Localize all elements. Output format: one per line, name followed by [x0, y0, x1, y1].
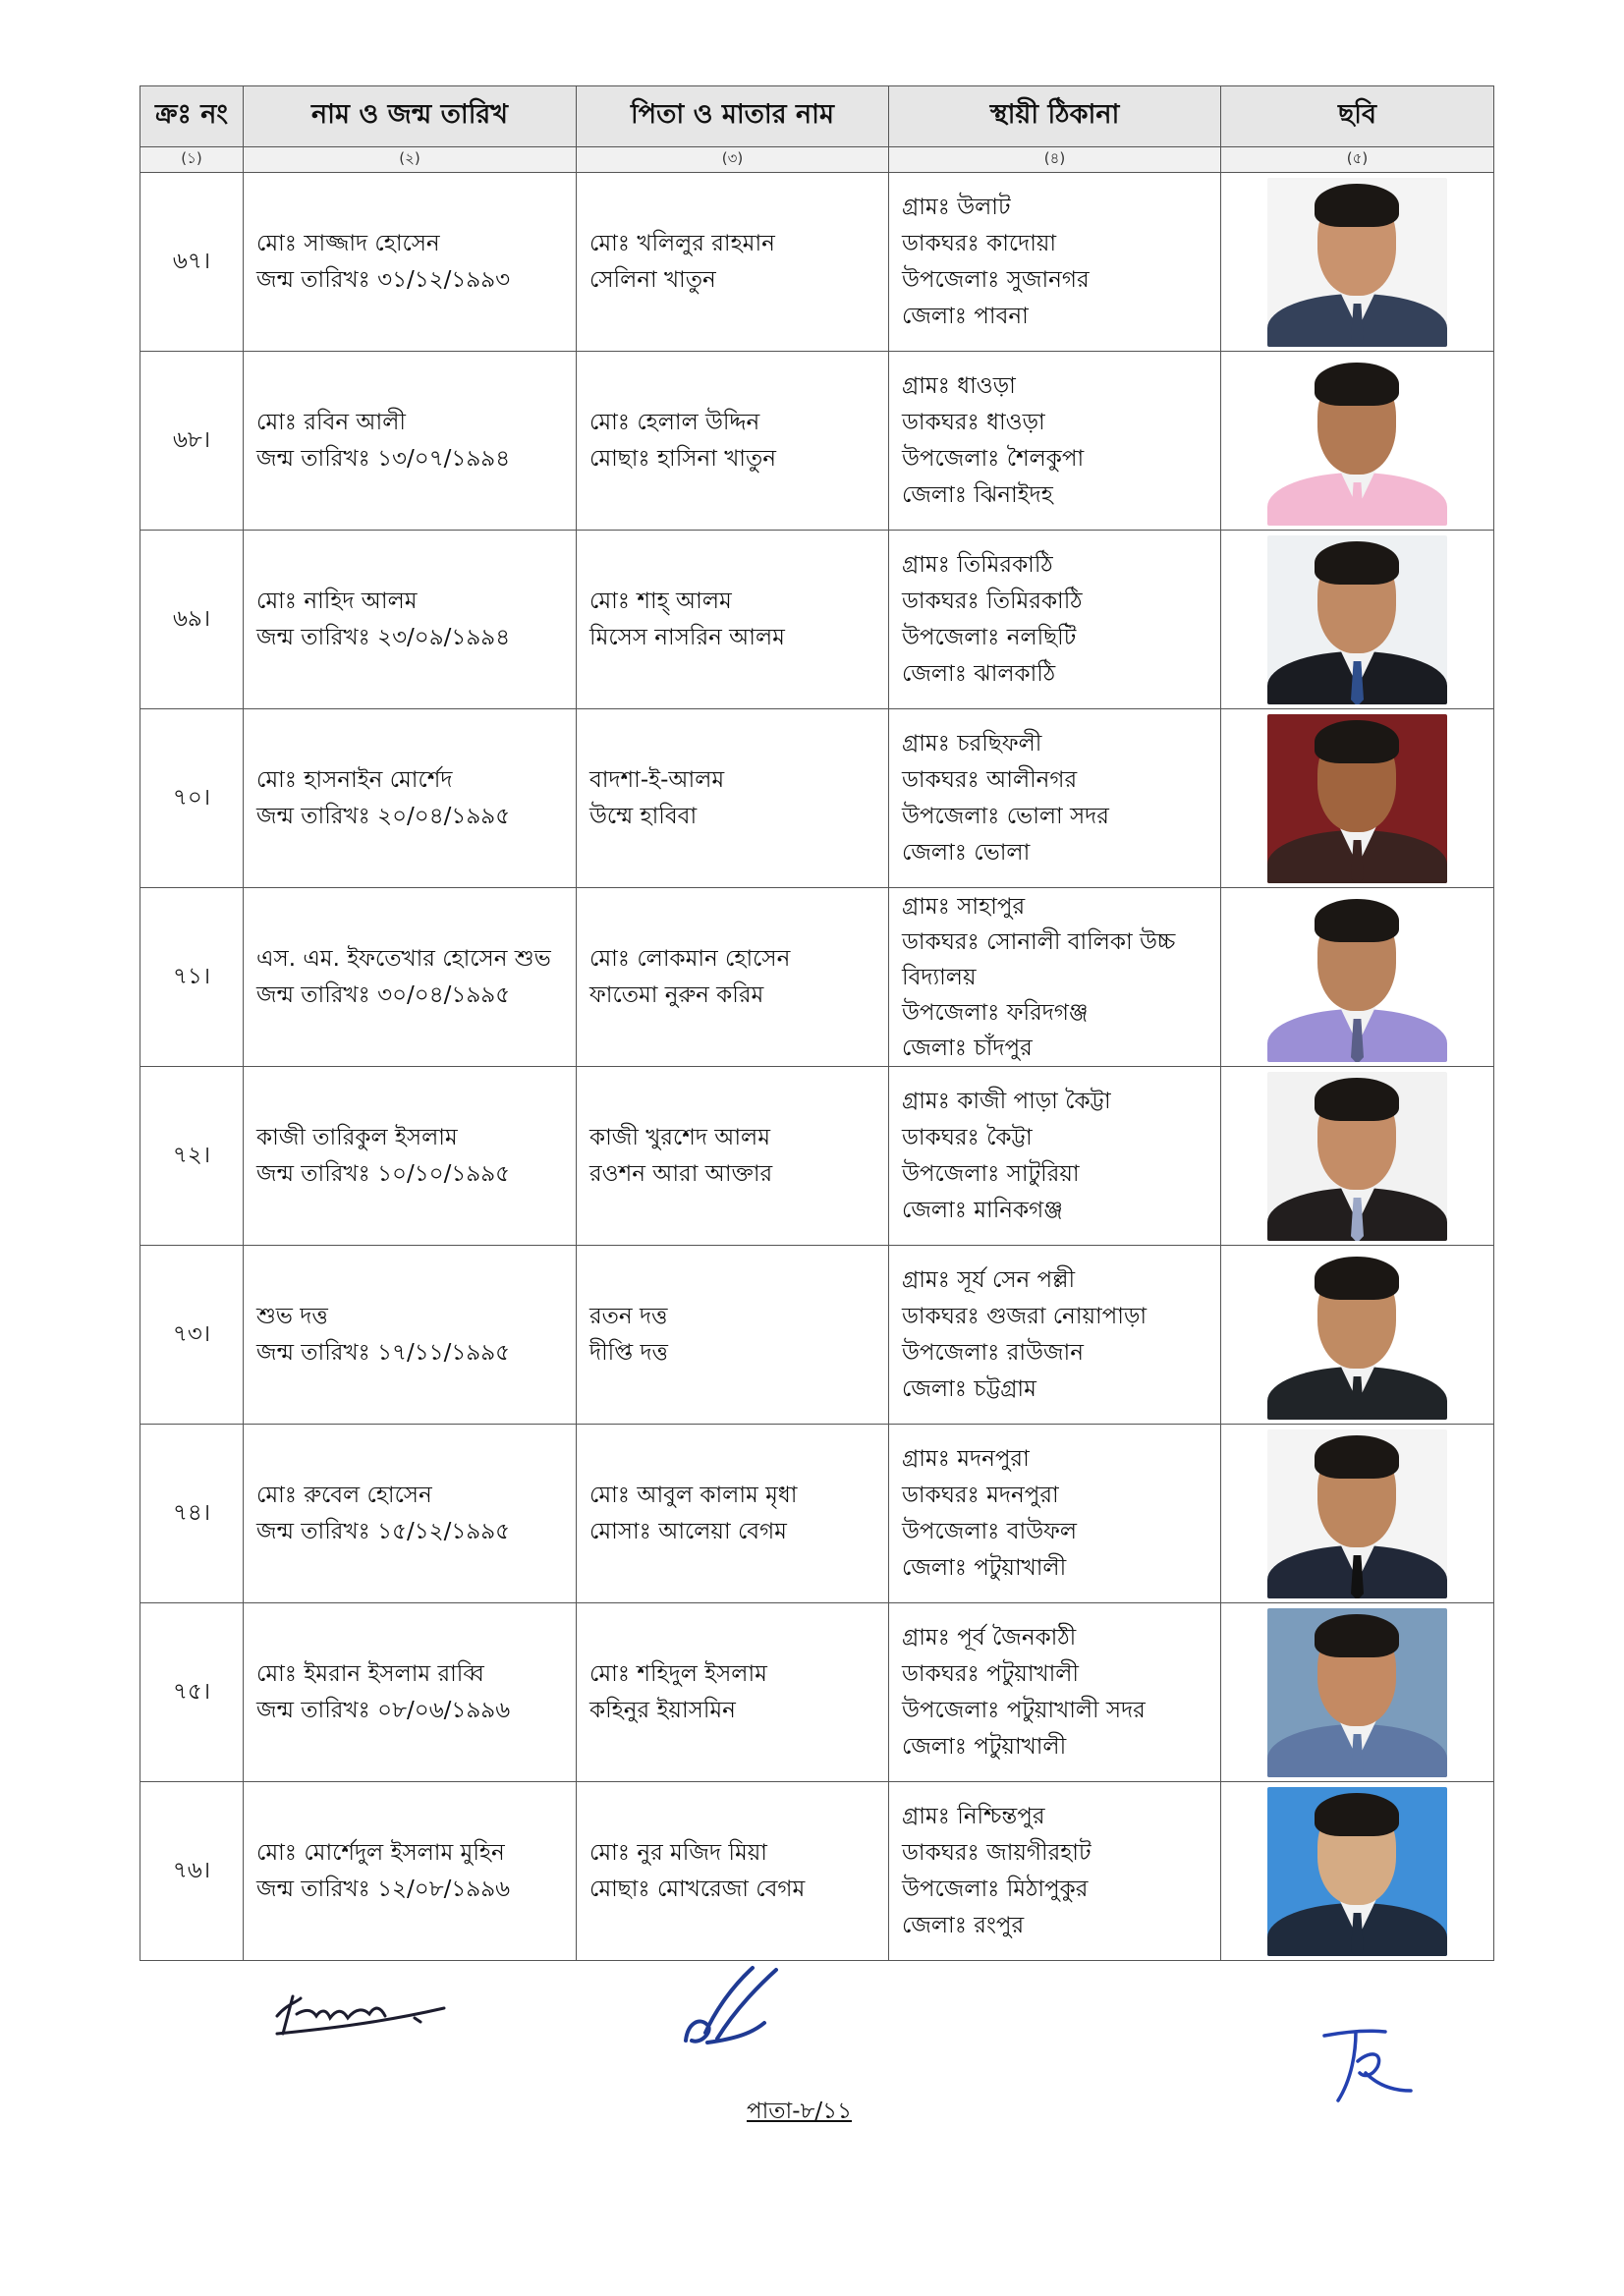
candidate-photo	[1267, 178, 1447, 347]
photo-hair	[1315, 541, 1399, 585]
serial-number: ৭৩।	[140, 1246, 244, 1425]
parents-cell	[577, 1782, 889, 1961]
address-line: উপজেলাঃ মিঠাপুকুর	[902, 1876, 1089, 1902]
father-name: মোঃ লোকমান হোসেন	[589, 945, 791, 972]
address-line: জেলাঃ মানিকগঞ্জ	[902, 1197, 1063, 1223]
address-cell	[889, 531, 1221, 709]
address-line: জেলাঃ ঝিনাইদহ	[902, 481, 1053, 508]
header-address: স্থায়ী ঠিকানা	[889, 86, 1221, 147]
serial-number: ৭৪।	[140, 1425, 244, 1603]
col-number: (১)	[140, 147, 244, 173]
name-dob-cell	[244, 173, 577, 352]
serial-number: ৭৬।	[140, 1782, 244, 1961]
address-cell	[889, 1425, 1221, 1603]
candidate-photo	[1267, 893, 1447, 1062]
name-dob-cell	[244, 1603, 577, 1782]
mother-name: মোসাঃ আলেয়া বেগম	[589, 1518, 787, 1544]
address-line: গ্রামঃ মদনপুরা	[902, 1445, 1030, 1472]
mother-name: মিসেস নাসরিন আলম	[589, 624, 785, 650]
address-line: উপজেলাঃ নলছিটি	[902, 624, 1077, 650]
candidate-photo	[1267, 535, 1447, 704]
address-cell	[889, 352, 1221, 531]
photo-hair	[1315, 720, 1399, 763]
address-line: গ্রামঃ নিশ্চিন্তপুর	[902, 1803, 1045, 1829]
photo-cell	[1221, 1067, 1494, 1246]
candidate-name: এস. এম. ইফতেখার হোসেন শুভ	[256, 945, 551, 972]
photo-cell	[1221, 352, 1494, 531]
header-name-dob: নাম ও জন্ম তারিখ	[244, 86, 577, 147]
col-number: (৪)	[889, 147, 1221, 173]
date-of-birth: জন্ম তারিখঃ ২৩/০৯/১৯৯৪	[256, 624, 511, 650]
candidate-photo	[1267, 1429, 1447, 1598]
mother-name: দীপ্তি দত্ত	[589, 1339, 668, 1366]
photo-cell	[1221, 888, 1494, 1067]
mother-name: ফাতেমা নুরুন করিম	[589, 981, 764, 1008]
name-dob-cell	[244, 1246, 577, 1425]
address-line: উপজেলাঃ বাউফল	[902, 1518, 1078, 1544]
address-line: ডাকঘরঃ কৈট্টা	[902, 1124, 1033, 1150]
serial-number: ৬৭।	[140, 173, 244, 352]
address-line: গ্রামঃ পূর্ব জৈনকাঠী	[902, 1624, 1077, 1651]
table-row	[140, 888, 1494, 1067]
date-of-birth: জন্ম তারিখঃ ১৩/০৭/১৯৯৪	[256, 445, 511, 472]
photo-hair	[1315, 1078, 1399, 1121]
photo-cell	[1221, 1782, 1494, 1961]
photo-hair	[1315, 1257, 1399, 1300]
address-cell	[889, 1782, 1221, 1961]
serial-number: ৭৫।	[140, 1603, 244, 1782]
photo-hair	[1315, 899, 1399, 942]
father-name: মোঃ হেলাল উদ্দিন	[589, 409, 760, 435]
address-line: ডাকঘরঃ তিমিরকাঠি	[902, 588, 1083, 614]
address-line: গ্রামঃ সূর্য সেন পল্লী	[902, 1266, 1076, 1293]
photo-hair	[1315, 184, 1399, 227]
address-line: গ্রামঃ সাহাপুর	[902, 893, 1026, 920]
table-row	[140, 1246, 1494, 1425]
table-row	[140, 1782, 1494, 1961]
name-dob-cell	[244, 1067, 577, 1246]
candidate-photo	[1267, 1608, 1447, 1777]
photo-cell	[1221, 1603, 1494, 1782]
name-dob-cell	[244, 709, 577, 888]
mother-name: সেলিনা খাতুন	[589, 266, 716, 293]
date-of-birth: জন্ম তারিখঃ ২০/০৪/১৯৯৫	[256, 803, 511, 829]
father-name: মোঃ শাহ্ আলম	[589, 588, 732, 614]
parents-cell	[577, 1067, 889, 1246]
table-row	[140, 352, 1494, 531]
column-number-row	[140, 147, 1494, 173]
photo-cell	[1221, 1246, 1494, 1425]
serial-number: ৭০।	[140, 709, 244, 888]
header-photo: ছবি	[1221, 86, 1494, 147]
address-line: ডাকঘরঃ জায়গীরহাট	[902, 1839, 1092, 1866]
name-dob-cell	[244, 1782, 577, 1961]
address-line: গ্রামঃ তিমিরকাঠি	[902, 551, 1053, 578]
photo-hair	[1315, 1614, 1399, 1657]
father-name: মোঃ নুর মজিদ মিয়া	[589, 1839, 767, 1866]
parents-cell	[577, 531, 889, 709]
signature-middle	[678, 1960, 796, 2053]
address-line: ডাকঘরঃ সোনালী বালিকা উচ্চ	[902, 928, 1176, 955]
father-name: রতন দত্ত	[589, 1303, 668, 1329]
table-row	[140, 1603, 1494, 1782]
date-of-birth: জন্ম তারিখঃ ০৮/০৬/১৯৯৬	[256, 1697, 511, 1723]
address-line: ডাকঘরঃ ধাওড়া	[902, 409, 1045, 435]
address-line: জেলাঃ পাবনা	[902, 303, 1029, 329]
serial-number: ৭১।	[140, 888, 244, 1067]
col-number: (২)	[244, 147, 577, 173]
candidate-name: মোঃ সাজ্জাদ হোসেন	[256, 230, 440, 256]
signature-shuvo	[257, 1975, 464, 2044]
address-line: উপজেলাঃ সাটুরিয়া	[902, 1160, 1080, 1187]
candidate-name: কাজী তারিকুল ইসলাম	[256, 1124, 458, 1150]
photo-cell	[1221, 531, 1494, 709]
photo-cell	[1221, 173, 1494, 352]
address-line: উপজেলাঃ পটুয়াখালী সদর	[902, 1697, 1146, 1723]
address-cell	[889, 173, 1221, 352]
serial-number: ৭২।	[140, 1067, 244, 1246]
parents-cell	[577, 1603, 889, 1782]
address-line: গ্রামঃ কাজী পাড়া কৈট্টা	[902, 1088, 1111, 1114]
candidate-name: মোঃ মোর্শেদুল ইসলাম মুহিন	[256, 1839, 505, 1866]
photo-hair	[1315, 1793, 1399, 1836]
table-row	[140, 173, 1494, 352]
address-cell	[889, 1067, 1221, 1246]
table-row	[140, 1425, 1494, 1603]
name-dob-cell	[244, 352, 577, 531]
table-row	[140, 709, 1494, 888]
parents-cell	[577, 352, 889, 531]
parents-cell	[577, 1246, 889, 1425]
parents-cell	[577, 888, 889, 1067]
mother-name: কহিনুর ইয়াসমিন	[589, 1697, 736, 1723]
address-line: ডাকঘরঃ মদনপুরা	[902, 1482, 1059, 1508]
table-row	[140, 1067, 1494, 1246]
address-cell	[889, 1603, 1221, 1782]
address-line: উপজেলাঃ সুজানগর	[902, 266, 1090, 293]
address-line: গ্রামঃ উলাট	[902, 194, 1011, 220]
address-line: উপজেলাঃ শৈলকুপা	[902, 445, 1085, 472]
date-of-birth: জন্ম তারিখঃ ১৭/১১/১৯৯৫	[256, 1339, 511, 1366]
address-line: উপজেলাঃ ফরিদগঞ্জ	[902, 999, 1089, 1026]
col-number: (৩)	[577, 147, 889, 173]
col-number: (৫)	[1221, 147, 1494, 173]
address-line: ডাকঘরঃ আলীনগর	[902, 766, 1078, 793]
parents-cell	[577, 1425, 889, 1603]
address-line: উপজেলাঃ রাউজান	[902, 1339, 1084, 1366]
name-dob-cell	[244, 531, 577, 709]
address-cell	[889, 888, 1221, 1067]
candidate-name: শুভ দত্ত	[256, 1303, 328, 1329]
address-line: বিদ্যালয়	[902, 964, 977, 990]
date-of-birth: জন্ম তারিখঃ ১০/১০/১৯৯৫	[256, 1160, 511, 1187]
address-line: জেলাঃ চাঁদপুর	[902, 1035, 1033, 1061]
date-of-birth: জন্ম তারিখঃ ১৫/১২/১৯৯৫	[256, 1518, 511, 1544]
candidate-name: মোঃ নাহিদ আলম	[256, 588, 418, 614]
candidate-photo	[1267, 714, 1447, 883]
address-cell	[889, 709, 1221, 888]
candidate-photo	[1267, 1251, 1447, 1420]
address-line: জেলাঃ রংপুর	[902, 1912, 1025, 1938]
candidate-name: মোঃ হাসনাইন মোর্শেদ	[256, 766, 453, 793]
candidate-table	[140, 85, 1494, 1961]
address-line: জেলাঃ পটুয়াখালী	[902, 1554, 1067, 1581]
name-dob-cell	[244, 1425, 577, 1603]
parents-cell	[577, 173, 889, 352]
address-cell	[889, 1246, 1221, 1425]
mother-name: মোছাঃ হাসিনা খাতুন	[589, 445, 776, 472]
father-name: কাজী খুরশেদ আলম	[589, 1124, 770, 1150]
table-row	[140, 531, 1494, 709]
address-line: জেলাঃ ঝালকাঠি	[902, 660, 1056, 687]
address-line: জেলাঃ চট্টগ্রাম	[902, 1375, 1036, 1402]
candidate-photo	[1267, 357, 1447, 526]
mother-name: মোছাঃ মোখরেজা বেগম	[589, 1876, 806, 1902]
name-dob-cell	[244, 888, 577, 1067]
table-header-row	[140, 86, 1494, 147]
candidate-photo	[1267, 1787, 1447, 1956]
address-line: ডাকঘরঃ গুজরা নোয়াপাড়া	[902, 1303, 1148, 1329]
candidate-name: মোঃ রুবেল হোসেন	[256, 1482, 432, 1508]
photo-cell	[1221, 1425, 1494, 1603]
address-line: গ্রামঃ ধাওড়া	[902, 372, 1016, 399]
photo-hair	[1315, 1435, 1399, 1479]
header-parents: পিতা ও মাতার নাম	[577, 86, 889, 147]
serial-number: ৬৯।	[140, 531, 244, 709]
date-of-birth: জন্ম তারিখঃ ৩১/১২/১৯৯৩	[256, 266, 511, 293]
photo-cell	[1221, 709, 1494, 888]
father-name: মোঃ আবুল কালাম মৃধা	[589, 1482, 798, 1508]
page-number: পাতা-৮/১১	[747, 2099, 853, 2124]
candidate-name: মোঃ ইমরান ইসলাম রাব্বি	[256, 1660, 484, 1687]
address-line: ডাকঘরঃ পটুয়াখালী	[902, 1660, 1079, 1687]
date-of-birth: জন্ম তারিখঃ ১২/০৮/১৯৯৬	[256, 1876, 511, 1902]
candidate-photo	[1267, 1072, 1447, 1241]
address-line: গ্রামঃ চরছিফলী	[902, 730, 1042, 756]
address-line: জেলাঃ পটুয়াখালী	[902, 1733, 1067, 1760]
table-body	[140, 173, 1494, 1961]
address-line: ডাকঘরঃ কাদোয়া	[902, 230, 1057, 256]
father-name: মোঃ খলিলুর রাহমান	[589, 230, 775, 256]
serial-number: ৬৮।	[140, 352, 244, 531]
header-serial: ক্রঃ নং	[140, 86, 244, 147]
father-name: মোঃ শহিদুল ইসলাম	[589, 1660, 767, 1687]
candidate-name: মোঃ রবিন আলী	[256, 409, 406, 435]
address-line: উপজেলাঃ ভোলা সদর	[902, 803, 1109, 829]
father-name: বাদশা-ই-আলম	[589, 766, 725, 793]
date-of-birth: জন্ম তারিখঃ ৩০/০৪/১৯৯৫	[256, 981, 511, 1008]
photo-hair	[1315, 363, 1399, 406]
signature-right	[1316, 2022, 1425, 2110]
parents-cell	[577, 709, 889, 888]
address-line: জেলাঃ ভোলা	[902, 839, 1031, 866]
mother-name: উম্মে হাবিবা	[589, 803, 698, 829]
mother-name: রওশন আরা আক্তার	[589, 1160, 773, 1187]
